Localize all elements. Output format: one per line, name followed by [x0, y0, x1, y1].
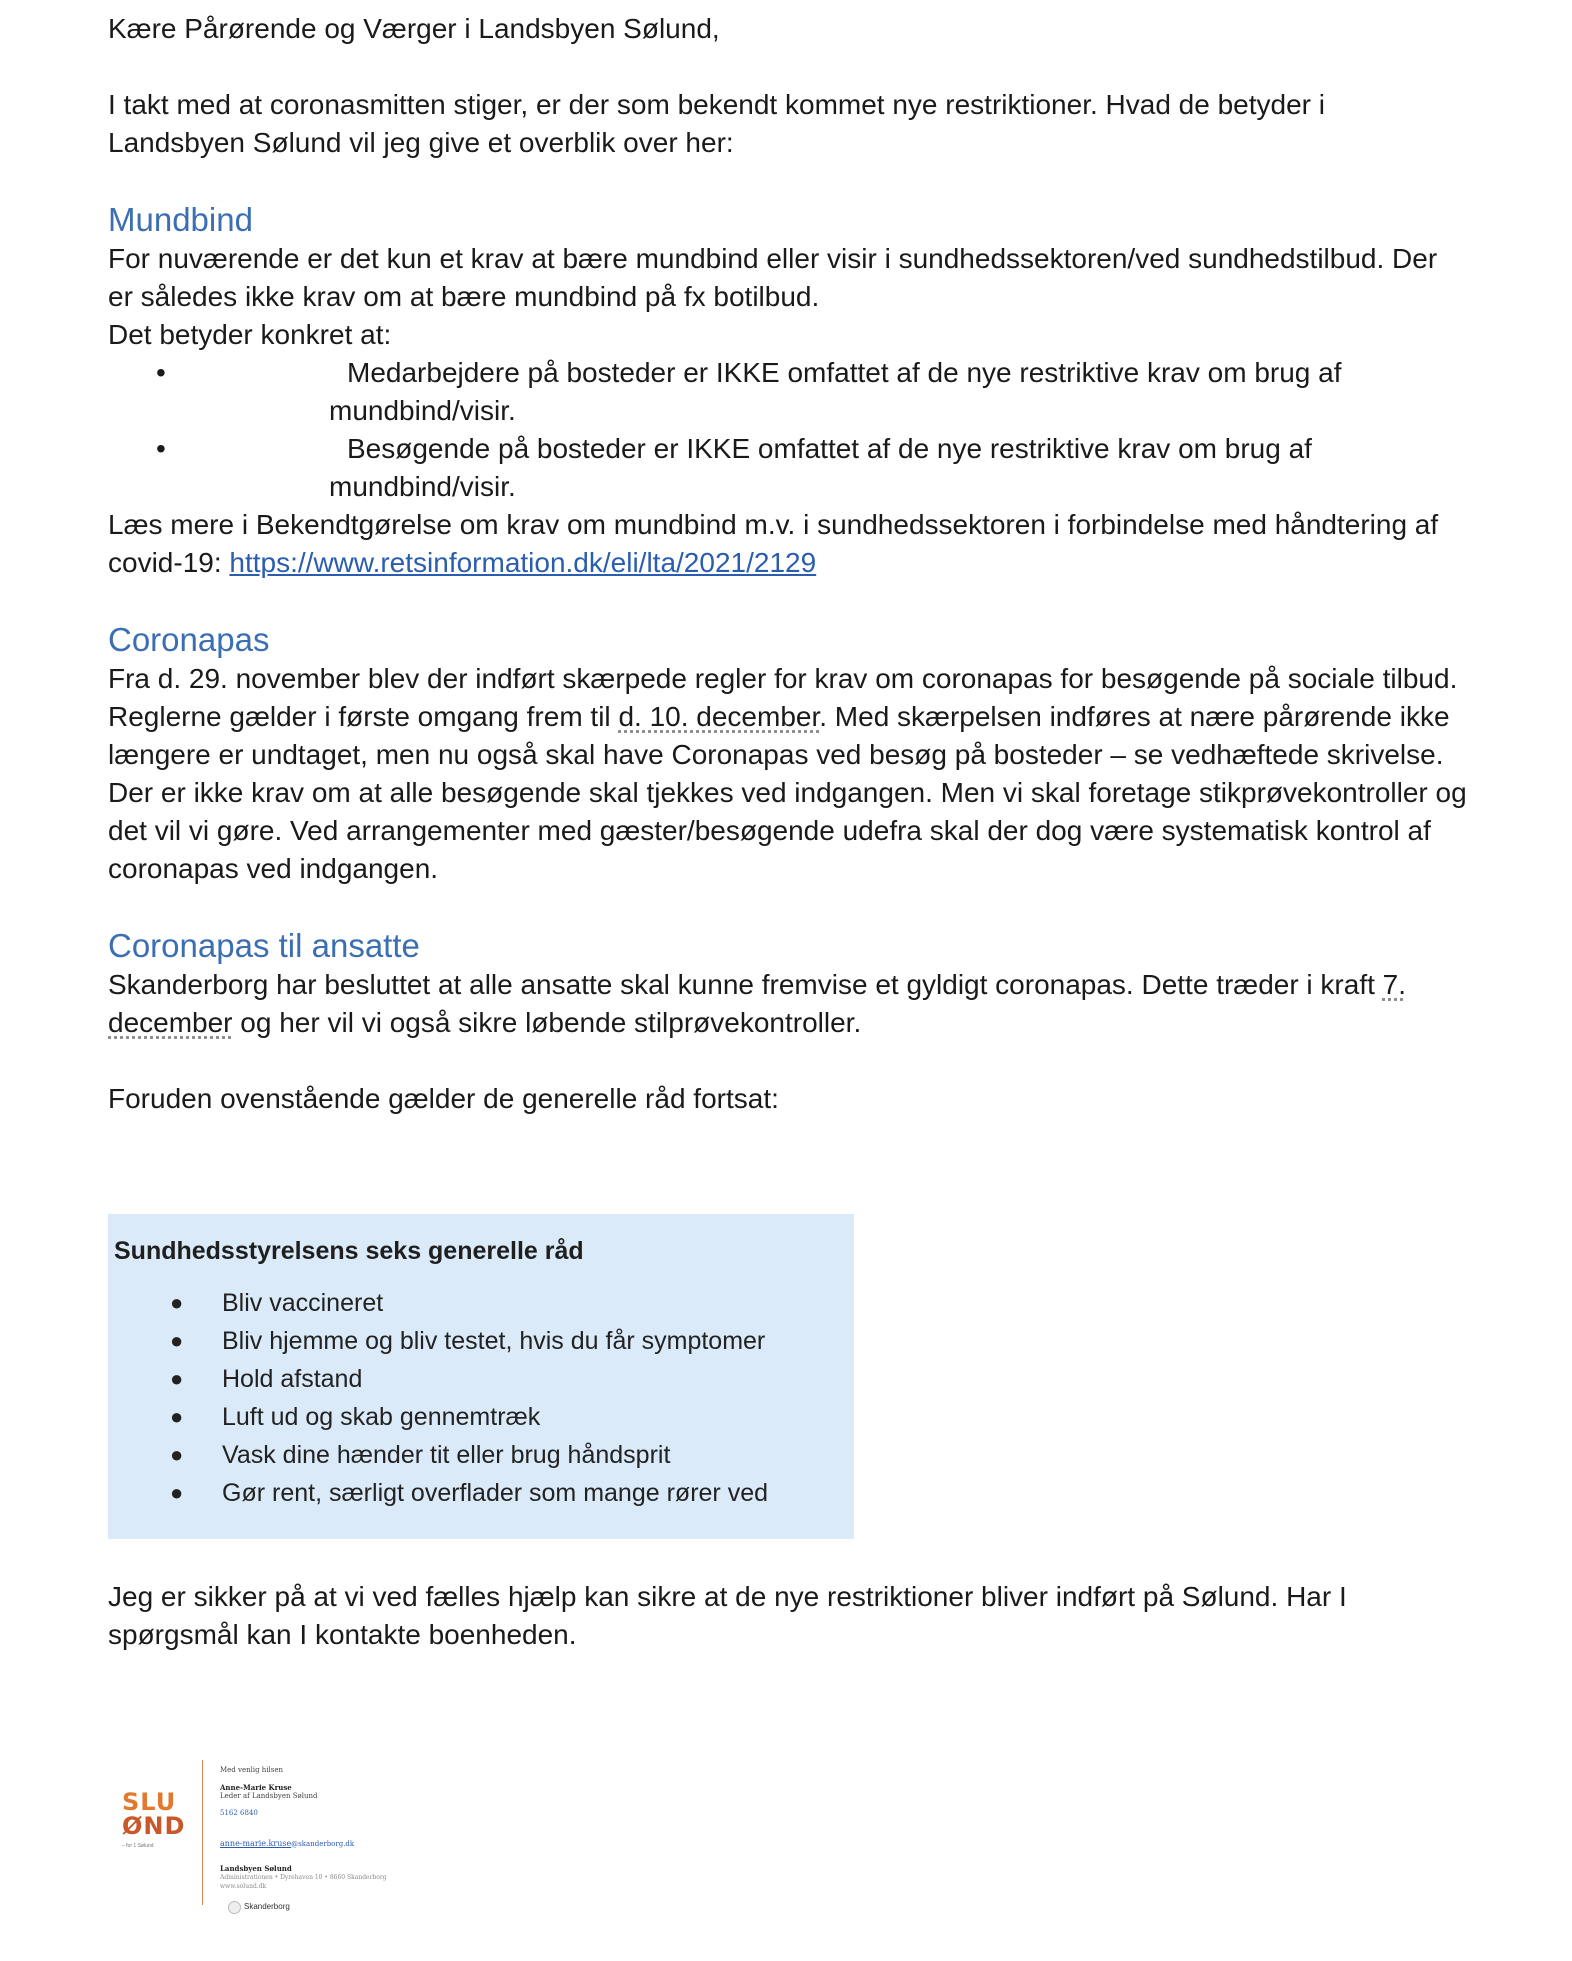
email-user[interactable]: anne-marie.kruse	[220, 1839, 292, 1848]
bullet-icon: ●	[170, 1480, 184, 1505]
bullet-icon: •	[156, 433, 166, 464]
list-item	[108, 430, 1468, 506]
list-item	[108, 1322, 768, 1360]
advice-title: Sundhedsstyrelsens seks generelle råd	[114, 1237, 584, 1265]
greeting: Kære Pårørende og Værger i Landsbyen Sølund,	[108, 13, 720, 44]
mundbind-bullet-list	[108, 354, 1468, 506]
advice-item-text: Bliv hjemme og bliv testet, hvis du får symptomer	[222, 1327, 766, 1355]
signature-name: Anne-Marie Kruse	[220, 1783, 292, 1792]
coronapas-text-b: . Med skærpelsen indføres at nære pårørende ikke længere er undtaget, men nu også skal have Coronapas ved besøg på bosteder – se vedhæftede skrivelse.	[108, 701, 1450, 770]
advice-item-text: Luft ud og skab gennemtræk	[222, 1403, 541, 1431]
email-signature	[120, 1760, 620, 1920]
coronapas-text-a: Fra d. 29. november blev der indført skærpede regler for krav om coronapas for besøgende på sociale tilbud. Reglerne gælder i første omgang frem til	[108, 663, 1458, 732]
closing-paragraph: Jeg er sikker på at vi ved fælles hjælp kan sikre at de nye restriktioner bliver indført på Sølund. Har I spørgsmål kan I kontakte boenheden.	[108, 1581, 1347, 1650]
logo-line-2: ØND	[122, 1812, 186, 1840]
ansatte-paragraph	[108, 966, 1468, 1042]
advice-item-text: Gør rent, særligt overflader som mange rører ved	[222, 1479, 768, 1507]
bullet-icon: •	[156, 357, 166, 388]
logo-line-1: SLU	[122, 1788, 177, 1816]
ansatte-text-a: Skanderborg har besluttet at alle ansatte skal kunne fremvise et gyldigt coronapas. Dette træder i kraft	[108, 969, 1383, 1000]
bullet-icon: ●	[170, 1328, 184, 1353]
read-more-text: Læs mere i Bekendtgørelse om krav om mundbind m.v. i sundhedssektoren i forbindelse med håndtering af covid-19:	[108, 509, 1439, 578]
signature-org: Landsbyen Sølund	[220, 1864, 292, 1873]
signature-regards: Med venlig hilsen	[220, 1766, 284, 1774]
email-domain[interactable]: @skanderborg.dk	[291, 1840, 355, 1848]
coronapas-date: d. 10. december	[618, 701, 820, 732]
list-item	[108, 354, 1468, 430]
retsinformation-link[interactable]: https://www.retsinformation.dk/eli/lta/2021/2129	[229, 547, 817, 578]
signature-address: Administrationen • Dyrehaven 10 • 8660 Skanderborg	[220, 1874, 387, 1881]
mundbind-read-more	[108, 506, 1468, 582]
ansatte-date: 7. december	[108, 969, 1407, 1038]
signature-phone: 5162 6840	[220, 1809, 258, 1817]
skanderborg-logo-text: Skanderborg	[244, 1902, 290, 1911]
mundbind-lead: Det betyder konkret at:	[108, 319, 392, 350]
heading-coronapas-ansatte: Coronapas til ansatte	[108, 927, 420, 964]
advice-list	[108, 1284, 768, 1512]
intro-paragraph: I takt med at coronasmitten stiger, er der som bekendt kommet nye restriktioner. Hvad de betyder i Landsbyen Sølund vil jeg give et overblik over her:	[108, 89, 1326, 158]
list-item-text: Besøgende på bosteder er IKKE omfattet af de nye restriktive krav om brug af mundbind/visir.	[329, 433, 1312, 502]
advice-item-text: Vask dine hænder tit eller brug håndsprit	[222, 1441, 671, 1469]
advice-item-text: Bliv vaccineret	[222, 1289, 384, 1317]
list-item	[108, 1284, 768, 1322]
logo-subtitle: – for 1 Sølund	[122, 1843, 154, 1849]
signature-divider	[202, 1760, 203, 1905]
ansatte-text-b: og her vil vi også sikre løbende stilprøvekontroller.	[232, 1007, 862, 1038]
heading-coronapas: Coronapas	[108, 621, 270, 658]
coronapas-paragraph-2: Der er ikke krav om at alle besøgende skal tjekkes ved indgangen. Men vi skal foretage stikprøvekontroller og det vil vi gøre. Ved arrangementer med gæster/besøgende udefra skal der dog være systematisk kontrol af coronapas ved indgangen.	[108, 777, 1467, 884]
general-advice-intro: Foruden ovenstående gælder de generelle råd fortsat:	[108, 1083, 779, 1114]
bullet-icon: ●	[170, 1404, 184, 1429]
list-item	[108, 1474, 768, 1512]
bullet-icon: ●	[170, 1290, 184, 1315]
signature-email[interactable]	[220, 1818, 387, 1856]
bullet-icon: ●	[170, 1366, 184, 1391]
signature-text	[220, 1766, 387, 1891]
skanderborg-emblem-icon	[228, 1901, 241, 1914]
list-item	[108, 1398, 768, 1436]
list-item-text: Medarbejdere på bosteder er IKKE omfattet af de nye restriktive krav om brug af mundbind/visir.	[329, 357, 1342, 426]
general-advice-box	[108, 1214, 854, 1539]
coronapas-paragraph-1	[108, 660, 1468, 774]
list-item	[108, 1360, 768, 1398]
mundbind-paragraph: For nuværende er det kun et krav at bære mundbind eller visir i sundhedssektoren/ved sundhedstilbud. Der er således ikke krav om at bære mundbind på fx botilbud.	[108, 243, 1438, 312]
advice-item-text: Hold afstand	[222, 1365, 363, 1393]
heading-mundbind: Mundbind	[108, 201, 253, 238]
solund-logo	[122, 1788, 186, 1850]
bullet-icon: ●	[170, 1442, 184, 1467]
list-item	[108, 1436, 768, 1474]
signature-title: Leder af Landsbyen Sølund	[220, 1792, 318, 1800]
signature-web[interactable]: www.solund.dk	[220, 1883, 267, 1890]
skanderborg-logo	[228, 1888, 290, 1926]
letter-body	[108, 10, 1468, 1118]
